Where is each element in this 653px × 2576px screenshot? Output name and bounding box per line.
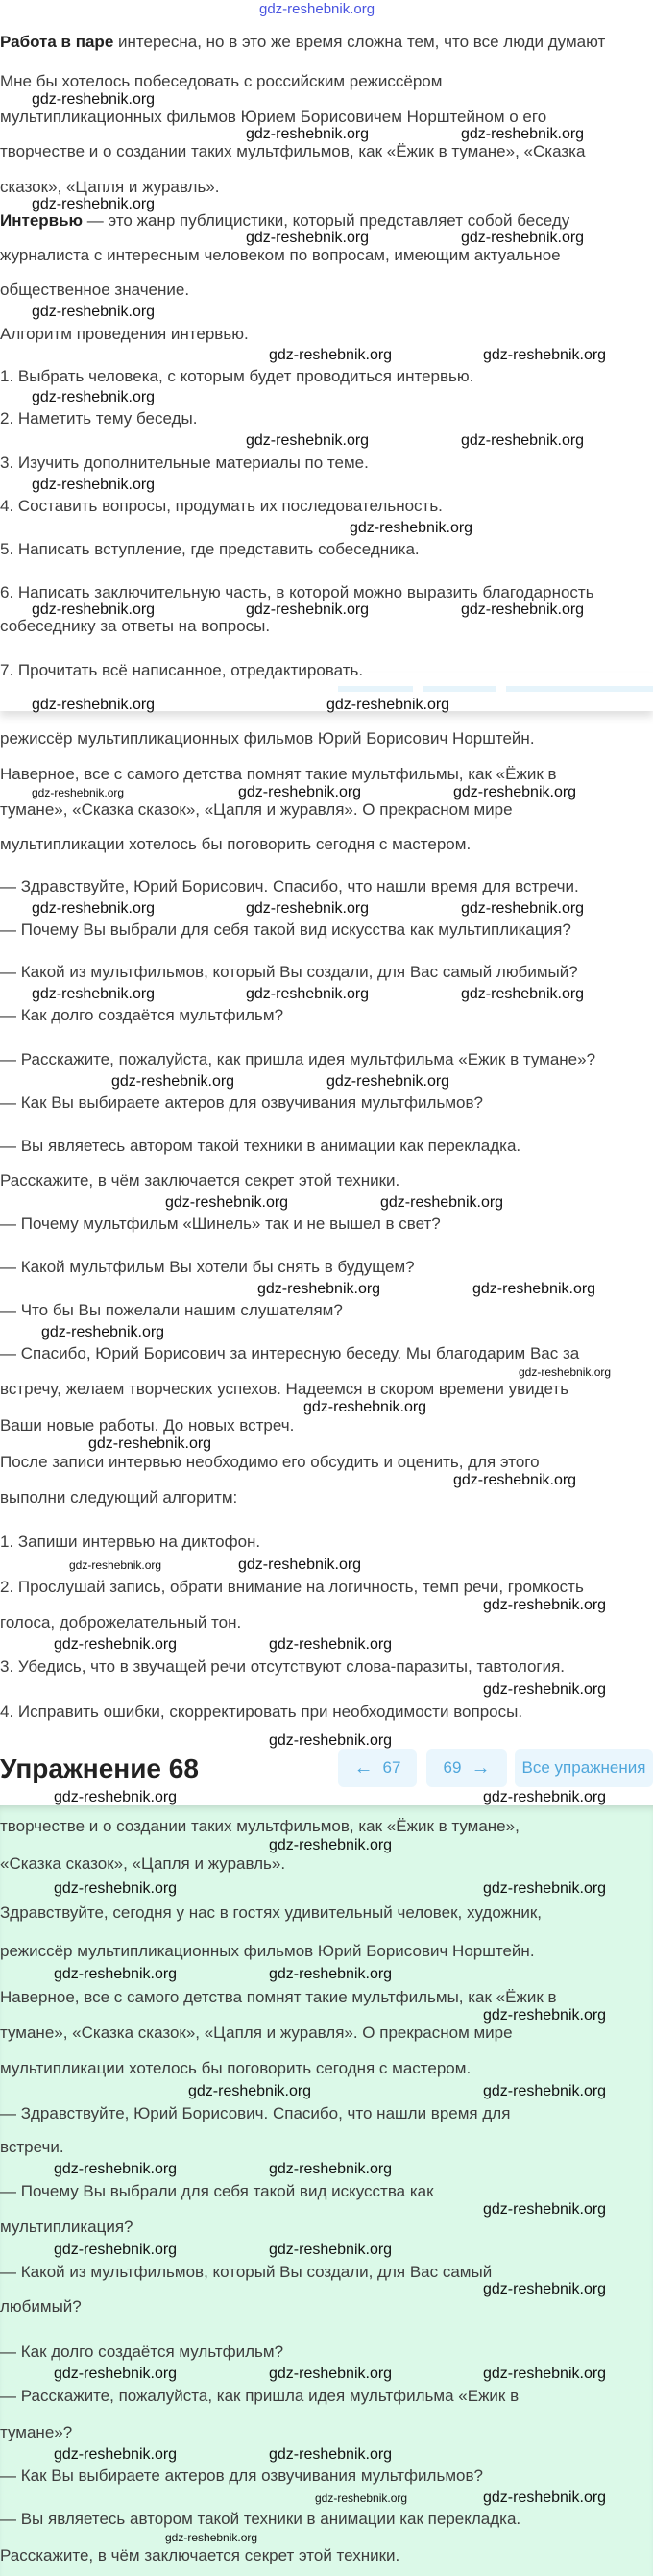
watermark: gdz-reshebnik.org [483,2082,607,2099]
watermark: gdz-reshebnik.org [453,1471,577,1488]
text-line: Расскажите, в чём заключается секрет этой техники. [0,2546,400,2564]
watermark: gdz-reshebnik.org [461,432,585,449]
text-line: 7. Прочитать всё написанное, отредактировать. [0,661,364,679]
watermark: gdz-reshebnik.org [483,1596,607,1613]
watermark: gdz-reshebnik.org [269,1636,393,1653]
watermark: gdz-reshebnik.org [32,195,156,212]
watermark: gdz-reshebnik.org [350,519,473,536]
watermark: gdz-reshebnik.org [246,899,370,917]
next-exercise-label: 69 [443,1758,462,1777]
text-line: — Здравствуйте, Юрий Борисович. Спасибо, что нашли время для встречи. [0,877,579,895]
text-line: — Какой из мультфильмов, который Вы создали, для Вас самый [0,2263,493,2281]
watermark: gdz-reshebnik.org [269,2161,393,2177]
text-line: творчестве и о создании таких мультфильмов, как «Ёжик в тумане», [0,1817,520,1835]
watermark: gdz-reshebnik.org [54,1636,178,1653]
watermark: gdz-reshebnik.org [483,1789,607,1805]
arrow-left-icon: ← [353,1756,374,1779]
watermark: gdz-reshebnik.org [32,90,156,108]
text-line: встречи. [0,2138,64,2156]
nav-button-remnant [423,686,496,692]
watermark: gdz-reshebnik.org [32,476,156,493]
watermark: gdz-reshebnik.org [238,783,362,800]
text-line: — Как долго создаётся мультфильм? [0,1006,284,1024]
watermark: gdz-reshebnik.org [483,347,607,363]
text-line: — Какой из мультфильмов, который Вы создали, для Вас самый любимый? [0,963,578,981]
text-line [0,34,605,51]
text-line: творчестве и о создании таких мультфильмов, как «Ёжик в тумане», «Сказка [0,142,586,160]
nav-button-remnant [506,686,653,692]
arrow-right-icon: → [471,1756,491,1779]
text-line: — Почему Вы выбрали для себя такой вид искусства как [0,2182,434,2200]
text-line: 2. Наметить тему беседы. [0,409,198,428]
watermark: gdz-reshebnik.org [269,2241,393,2258]
watermark: gdz-reshebnik.org [165,1193,289,1211]
nav-button-remnant [338,686,413,692]
text-line: 1. Запиши интервью на диктофон. [0,1533,261,1551]
watermark: gdz-reshebnik.org [54,2445,178,2463]
watermark: gdz-reshebnik.org [54,2366,178,2382]
text-line: — Как Вы выбираете актеров для озвучивания мультфильмов? [0,1093,483,1112]
text-line: — Как Вы выбираете актеров для озвучивания мультфильмов? [0,2466,483,2485]
watermark: gdz-reshebnik.org [453,783,577,800]
site-watermark-top: gdz-reshebnik.org [259,1,375,17]
watermark: gdz-reshebnik.org [461,899,585,917]
all-exercises-button[interactable] [515,1749,653,1787]
watermark: gdz-reshebnik.org [303,1399,427,1415]
text-line: — Вы являетесь автором такой техники в анимации как перекладка. [0,2510,521,2528]
text-line: «Сказка сказок», «Цапля и журавль». [0,1854,286,1873]
text-line: мультипликации хотелось бы поговорить сегодня с мастером. [0,835,472,853]
watermark: gdz-reshebnik.org [326,1072,450,1090]
watermark: gdz-reshebnik.org [483,2006,607,2024]
prev-exercise-label: 67 [382,1758,401,1777]
text-line: мультипликация? [0,2218,133,2236]
bold-term: Интервью [0,211,84,230]
watermark: gdz-reshebnik.org [238,1556,362,1573]
watermark: gdz-reshebnik.org [461,230,585,246]
watermark: gdz-reshebnik.org [246,601,370,618]
watermark: gdz-reshebnik.org [461,985,585,1002]
text-line: Ваши новые работы. До новых встреч. [0,1416,295,1435]
text-line: тумане», «Сказка сказок», «Цапля и журавля». О прекрасном мире [0,800,513,819]
text-rest: — это жанр публицистики, который представляет собой беседу [83,211,570,230]
text-line: режиссёр мультипликационных фильмов Юрий Борисович Норштейн. [0,729,535,748]
watermark: gdz-reshebnik.org [54,1966,178,1982]
text-line: — Спасибо, Юрий Борисович за интересную беседу. Мы благодарим Вас за [0,1344,580,1362]
watermark: gdz-reshebnik.org [165,2531,258,2544]
watermark: gdz-reshebnik.org [315,2490,408,2505]
watermark: gdz-reshebnik.org [257,1280,381,1297]
watermark: gdz-reshebnik.org [483,1681,607,1698]
text-line: — Как долго создаётся мультфильм? [0,2343,284,2361]
watermark: gdz-reshebnik.org [32,696,156,713]
text-line [0,212,569,230]
text-line: 6. Написать заключительную часть, в которой можно выразить благодарность [0,583,594,601]
watermark: gdz-reshebnik.org [483,2200,607,2218]
watermark: gdz-reshebnik.org [269,2445,393,2463]
text-line: режиссёр мультипликационных фильмов Юрий Борисович Норштейн. [0,1942,535,1960]
watermark: gdz-reshebnik.org [54,2241,178,2258]
text-line: 5. Написать вступление, где представить собеседника. [0,540,420,558]
text-line: сказок», «Цапля и журавль». [0,178,220,196]
text-line: — Почему мультфильм «Шинель» так и не вышел в свет? [0,1214,441,1233]
text-line: мультипликации хотелось бы поговорить сегодня с мастером. [0,2059,472,2077]
text-line: журналиста с интересным человеком по вопросам, имеющим актуальное [0,246,561,264]
watermark: gdz-reshebnik.org [41,1323,165,1340]
watermark: gdz-reshebnik.org [32,899,156,917]
watermark: gdz-reshebnik.org [519,1364,612,1379]
prev-exercise-button[interactable] [338,1749,417,1787]
watermark: gdz-reshebnik.org [54,1879,178,1897]
text-line: 1. Выбрать человека, с которым будет проводиться интервью. [0,367,474,385]
text-line: — Почему Вы выбрали для себя такой вид искусства как мультипликация? [0,920,571,939]
text-line: голоса, доброжелательный тон. [0,1613,242,1631]
watermark: gdz-reshebnik.org [483,2366,607,2382]
text-line: выполни следующий алгоритм: [0,1488,238,1507]
text-line: тумане», «Сказка сказок», «Цапля и журавля». О прекрасном мире [0,2024,513,2042]
text-line: — Здравствуйте, Юрий Борисович. Спасибо, что нашли время для [0,2104,511,2122]
text-line: тумане»? [0,2423,73,2441]
text-line: — Расскажите, пожалуйста, как пришла идея мультфильма «Ежик в тумане»? [0,1050,596,1068]
watermark: gdz-reshebnik.org [483,2489,607,2506]
text-rest: интересна, но в это же время сложна тем, что все люди думают [113,33,606,51]
text-line: После записи интервью необходимо его обсудить и оценить, для этого [0,1453,540,1471]
watermark: gdz-reshebnik.org [269,1731,393,1749]
watermark: gdz-reshebnik.org [461,126,585,142]
watermark: gdz-reshebnik.org [69,1558,162,1572]
watermark: gdz-reshebnik.org [54,1789,178,1805]
text-line: Алгоритм проведения интервью. [0,325,249,343]
text-line: мультипликационных фильмов Юрием Борисовичем Норштейном о его [0,108,547,126]
text-line: 3. Изучить дополнительные материалы по теме. [0,454,369,472]
watermark: gdz-reshebnik.org [188,2082,312,2099]
watermark: gdz-reshebnik.org [32,785,125,799]
bold-term: Работа в паре [0,33,114,51]
watermark: gdz-reshebnik.org [269,1966,393,1982]
watermark: gdz-reshebnik.org [246,985,370,1002]
text-line: любимый? [0,2297,82,2316]
text-line: Расскажите, в чём заключается секрет этой техники. [0,1171,400,1190]
watermark: gdz-reshebnik.org [32,304,156,320]
text-line: общественное значение. [0,281,190,299]
watermark: gdz-reshebnik.org [380,1193,504,1211]
text-line: — Какой мультфильм Вы хотели бы снять в будущем? [0,1258,415,1276]
text-line: Наверное, все с самого детства помнят такие мультфильмы, как «Ёжик в [0,765,557,783]
watermark: gdz-reshebnik.org [269,2366,393,2382]
watermark: gdz-reshebnik.org [32,985,156,1002]
watermark: gdz-reshebnik.org [483,1879,607,1897]
watermark: gdz-reshebnik.org [269,1836,393,1853]
watermark: gdz-reshebnik.org [88,1435,212,1452]
text-line: 4. Составить вопросы, продумать их последовательность. [0,497,443,515]
watermark: gdz-reshebnik.org [246,126,370,142]
watermark: gdz-reshebnik.org [32,389,156,405]
watermark: gdz-reshebnik.org [111,1072,235,1090]
all-exercises-label: Все упражнения [521,1758,646,1777]
text-line: — Расскажите, пожалуйста, как пришла идея мультфильма «Ежик в [0,2387,520,2405]
watermark: gdz-reshebnik.org [472,1280,596,1297]
watermark: gdz-reshebnik.org [246,432,370,449]
text-line: Наверное, все с самого детства помнят такие мультфильмы, как «Ёжик в [0,1988,557,2006]
text-line: собеседнику за ответы на вопросы. [0,617,271,635]
text-line: 4. Исправить ошибки, скорректировать при необходимости вопросы. [0,1703,523,1721]
exercise-title: Упражнение 68 [0,1754,199,1783]
text-line: — Вы являетесь автором такой техники в анимации как перекладка. [0,1137,521,1155]
text-line: — Что бы Вы пожелали нашим слушателям? [0,1301,343,1319]
text-line: 2. Прослушай запись, обрати внимание на логичность, темп речи, громкость [0,1578,584,1596]
text-line: встречу, желаем творческих успехов. Надеемся в скором времени увидеть [0,1380,569,1398]
watermark: gdz-reshebnik.org [246,230,370,246]
watermark: gdz-reshebnik.org [269,347,393,363]
next-exercise-button[interactable] [426,1749,507,1787]
watermark: gdz-reshebnik.org [326,696,450,713]
watermark: gdz-reshebnik.org [32,601,156,618]
watermark: gdz-reshebnik.org [461,601,585,618]
text-line: Здравствуйте, сегодня у нас в гостях удивительный человек, художник, [0,1903,543,1922]
watermark: gdz-reshebnik.org [483,2281,607,2297]
watermark: gdz-reshebnik.org [54,2161,178,2177]
text-line: 3. Убедись, что в звучащей речи отсутствуют слова-паразиты, тавтология. [0,1657,566,1676]
text-line: Мне бы хотелось побеседовать с российским режиссёром [0,72,443,90]
